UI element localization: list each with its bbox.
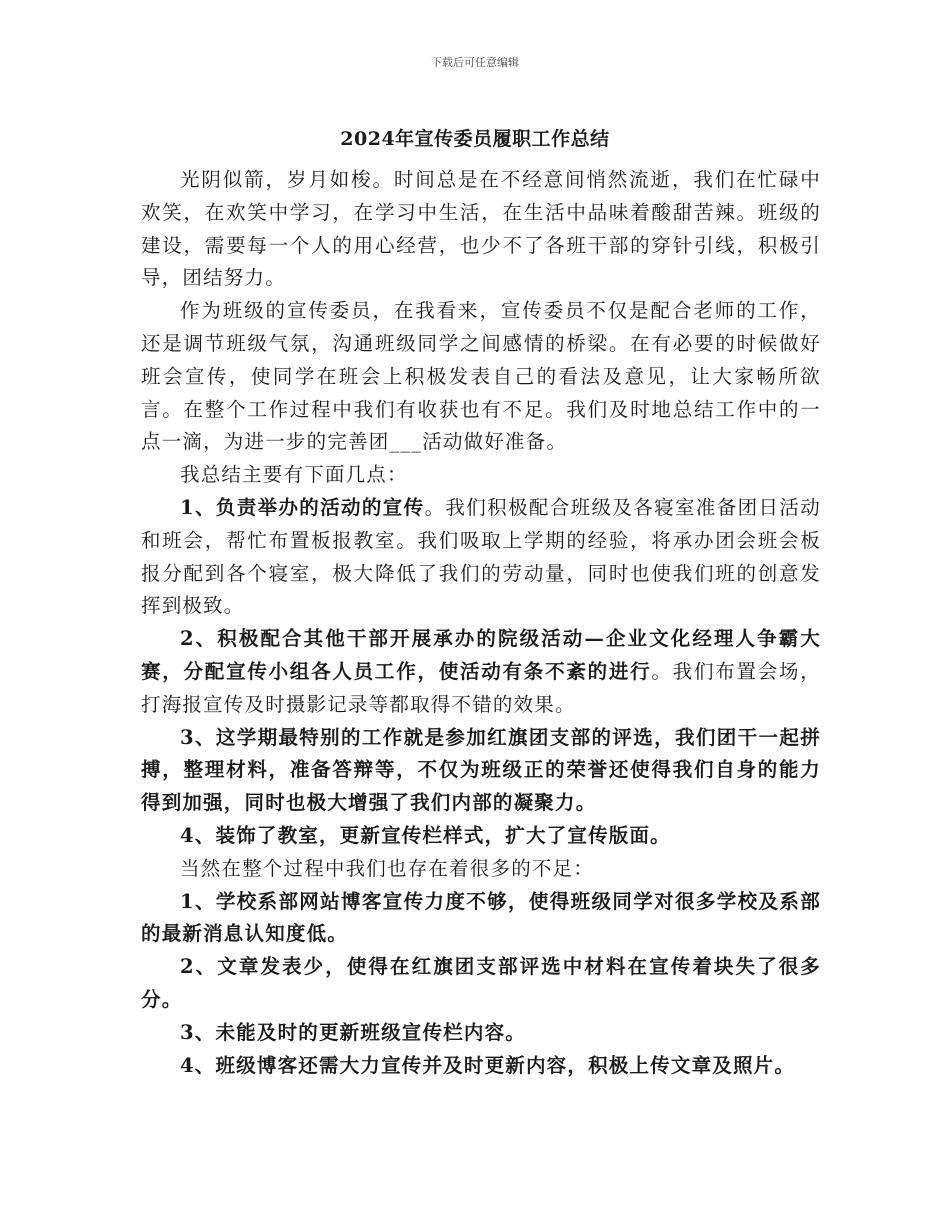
paragraph-point-3: 3、这学期最特别的工作就是参加红旗团支部的评选，我们团干一起拼搏，整理材料，准备答辩等，不仅为班级正的荣誉还使得我们自身的能力得到加强，同时也极大增强了我们内部的凝聚力。 [141,725,821,815]
paragraph-shortcoming-2: 2、文章发表少，使得在红旗团支部评选中材料在宣传着块失了很多分。 [141,955,821,1011]
paragraph-point-4: 4、装饰了教室，更新宣传栏样式，扩大了宣传版面。 [180,823,671,847]
paragraph-point-2 [141,623,821,721]
paragraph-shortcoming-4: 4、班级博客还需大力宣传并及时更新内容，积极上传文章及照片。 [180,1053,796,1077]
point-1-text: 。我们积极配合班级及各寝室准备团日活动和班会，帮忙布置板报教室。我们吸取上学期的经验，将承办团会班会板报分配到各个寝室，极大降低了我们的劳动量，同时也使我们班的创意发挥到极致。 [141,495,821,618]
point-2-text: 。我们布置会场，打海报宣传及时摄影记录等都取得不错的效果。 [141,659,821,716]
paragraph-role: 作为班级的宣传委员，在我看来，宣传委员不仅是配合老师的工作，还是调节班级气氛，沟通班级同学之间感情的桥梁。在有必要的时候做好班会宣传，使同学在班会上积极发表自己的看法及意见，让大家畅所欲言。在整个工作过程中我们有收获也有不足。我们及时地总结工作中的一点一滴，为进一步的完善团___活动做好准备。 [141,299,821,454]
paragraph-shortcoming-3: 3、未能及时的更新班级宣传栏内容。 [180,1020,526,1044]
paragraph-shortcoming-1: 1、学校系部网站博客宣传力度不够，使得班级同学对很多学校及系部的最新消息认知度低。 [141,889,821,946]
point-1-heading: 1、负责举办的活动的宣传 [180,495,425,519]
document-title: 2024年宣传委员履职工作总结 [340,128,610,150]
document-body [141,164,821,1082]
paragraph-summary-lead: 我总结主要有下面几点： [180,463,408,487]
paragraph-intro: 光阴似箭，岁月如梭。时间总是在不经意间悄然流逝，我们在忙碌中欢笑，在欢笑中学习，在学习中生活，在生活中品味着酸甜苦辣。班级的建设，需要每一个人的用心经营，也少不了各班干部的穿针引线，积极引导，团结努力。 [141,168,821,290]
header-note: 下载后可任意编辑 [431,56,519,69]
point-2-heading: 2、积极配合其他干部开展承办的院级活动—企业文化经理人争霸大赛，分配宣传小组各人员工作，使活动有条不紊的进行 [141,627,821,683]
paragraph-point-1 [141,492,821,623]
paragraph-shortcomings-lead: 当然在整个过程中我们也存在着很多的不足： [180,856,595,880]
